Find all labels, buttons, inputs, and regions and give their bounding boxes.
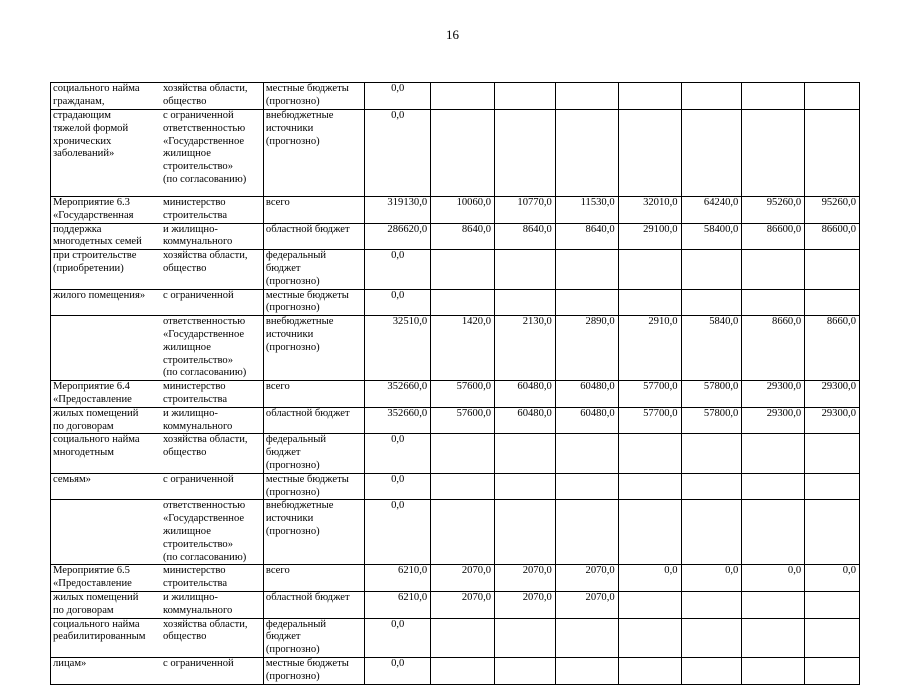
amount-cell: 2890,0 (555, 316, 618, 381)
amount-cell (742, 110, 805, 197)
measure-name-cell: при строительстве (приобретении) (51, 250, 162, 289)
amount-cell: 95260,0 (805, 197, 860, 224)
measure-name-cell: социального найма многодетным (51, 434, 162, 473)
amount-cell (742, 250, 805, 289)
amount-cell: 0,0 (742, 565, 805, 592)
amount-cell (431, 434, 495, 473)
amount-cell: 29300,0 (805, 407, 860, 434)
amount-cell (805, 473, 860, 500)
amount-cell (555, 618, 618, 657)
amount-cell (618, 591, 681, 618)
executor-cell: и жилищно- коммунального (161, 591, 263, 618)
amount-cell: 0,0 (681, 565, 742, 592)
executor-cell: хозяйства области, общество (161, 618, 263, 657)
measure-name-cell (51, 316, 162, 381)
amount-cell (431, 289, 495, 316)
amount-cell (805, 250, 860, 289)
amount-cell: 0,0 (618, 565, 681, 592)
measure-name-cell: жилых помещений по договорам (51, 407, 162, 434)
amount-cell: 29300,0 (805, 381, 860, 408)
amount-cell (742, 657, 805, 684)
amount-cell: 32510,0 (365, 316, 431, 381)
amount-cell (495, 250, 556, 289)
amount-cell: 57600,0 (431, 407, 495, 434)
amount-cell (681, 83, 742, 110)
amount-cell (681, 657, 742, 684)
amount-cell: 319130,0 (365, 197, 431, 224)
amount-cell (742, 591, 805, 618)
amount-cell (742, 83, 805, 110)
amount-cell: 0,0 (365, 289, 431, 316)
amount-cell (742, 434, 805, 473)
amount-cell (618, 83, 681, 110)
funding-source-cell: местные бюджеты (прогнозно) (263, 657, 364, 684)
funding-source-cell: местные бюджеты (прогнозно) (263, 83, 364, 110)
amount-cell: 2070,0 (431, 591, 495, 618)
amount-cell (431, 500, 495, 565)
amount-cell: 8640,0 (431, 223, 495, 250)
table-row (51, 381, 860, 408)
amount-cell (555, 250, 618, 289)
amount-cell: 352660,0 (365, 407, 431, 434)
table-row (51, 223, 860, 250)
amount-cell: 86600,0 (742, 223, 805, 250)
budget-table (50, 82, 860, 685)
amount-cell (681, 434, 742, 473)
amount-cell (805, 434, 860, 473)
executor-cell: хозяйства области, общество (161, 250, 263, 289)
amount-cell (681, 289, 742, 316)
amount-cell: 0,0 (365, 110, 431, 197)
amount-cell: 60480,0 (495, 407, 556, 434)
funding-source-cell: местные бюджеты (прогнозно) (263, 473, 364, 500)
amount-cell (495, 110, 556, 197)
amount-cell: 95260,0 (742, 197, 805, 224)
amount-cell: 0,0 (365, 657, 431, 684)
amount-cell: 2070,0 (495, 591, 556, 618)
table-row (51, 83, 860, 110)
amount-cell: 0,0 (365, 618, 431, 657)
amount-cell (618, 434, 681, 473)
funding-source-cell: всего (263, 197, 364, 224)
amount-cell (805, 289, 860, 316)
table-row (51, 500, 860, 565)
amount-cell: 60480,0 (495, 381, 556, 408)
measure-name-cell: Мероприятие 6.3 «Государственная (51, 197, 162, 224)
amount-cell: 60480,0 (555, 381, 618, 408)
amount-cell: 29100,0 (618, 223, 681, 250)
amount-cell: 352660,0 (365, 381, 431, 408)
amount-cell: 64240,0 (681, 197, 742, 224)
funding-source-cell: федеральный бюджет (прогнозно) (263, 618, 364, 657)
amount-cell: 58400,0 (681, 223, 742, 250)
measure-name-cell: страдающим тяжелой формой хронических заболеваний» (51, 110, 162, 197)
funding-source-cell: федеральный бюджет (прогнозно) (263, 250, 364, 289)
table-row (51, 197, 860, 224)
amount-cell: 0,0 (365, 434, 431, 473)
amount-cell (495, 434, 556, 473)
amount-cell: 2070,0 (555, 591, 618, 618)
amount-cell: 29300,0 (742, 381, 805, 408)
measure-name-cell: социального найма реабилитированным (51, 618, 162, 657)
amount-cell: 32010,0 (618, 197, 681, 224)
amount-cell (618, 250, 681, 289)
executor-cell: с ограниченной (161, 289, 263, 316)
measure-name-cell: социального найма гражданам, (51, 83, 162, 110)
amount-cell (555, 83, 618, 110)
amount-cell (555, 110, 618, 197)
amount-cell: 5840,0 (681, 316, 742, 381)
amount-cell (805, 110, 860, 197)
amount-cell (681, 591, 742, 618)
amount-cell (805, 591, 860, 618)
executor-cell: и жилищно- коммунального (161, 407, 263, 434)
amount-cell: 1420,0 (431, 316, 495, 381)
funding-source-cell: областной бюджет (263, 223, 364, 250)
executor-cell: с ограниченной (161, 473, 263, 500)
amount-cell (742, 473, 805, 500)
amount-cell (805, 618, 860, 657)
table-row (51, 407, 860, 434)
table-row (51, 289, 860, 316)
amount-cell (618, 289, 681, 316)
amount-cell (805, 83, 860, 110)
amount-cell: 2070,0 (495, 565, 556, 592)
table-row (51, 565, 860, 592)
funding-source-cell: областной бюджет (263, 591, 364, 618)
amount-cell: 57800,0 (681, 381, 742, 408)
executor-cell: министерство строительства (161, 197, 263, 224)
measure-name-cell (51, 500, 162, 565)
funding-source-cell: внебюджетные источники (прогнозно) (263, 500, 364, 565)
measure-name-cell: семьям» (51, 473, 162, 500)
amount-cell: 8640,0 (555, 223, 618, 250)
amount-cell (431, 110, 495, 197)
amount-cell (805, 657, 860, 684)
measure-name-cell: Мероприятие 6.4 «Предоставление (51, 381, 162, 408)
amount-cell (681, 250, 742, 289)
amount-cell (555, 500, 618, 565)
executor-cell: ответственностью «Государственное жилищное строительство» (по согласованию) (161, 316, 263, 381)
amount-cell (431, 250, 495, 289)
amount-cell: 8660,0 (805, 316, 860, 381)
table-row (51, 473, 860, 500)
measure-name-cell: жилых помещений по договорам (51, 591, 162, 618)
amount-cell: 57600,0 (431, 381, 495, 408)
amount-cell (431, 83, 495, 110)
table-row (51, 434, 860, 473)
amount-cell: 2070,0 (555, 565, 618, 592)
executor-cell: и жилищно- коммунального (161, 223, 263, 250)
amount-cell (681, 618, 742, 657)
amount-cell: 11530,0 (555, 197, 618, 224)
amount-cell (555, 657, 618, 684)
table-row (51, 657, 860, 684)
table-row (51, 618, 860, 657)
amount-cell (742, 618, 805, 657)
amount-cell (555, 473, 618, 500)
funding-source-cell: внебюджетные источники (прогнозно) (263, 316, 364, 381)
amount-cell (495, 618, 556, 657)
amount-cell (618, 473, 681, 500)
executor-cell: хозяйства области, общество (161, 83, 263, 110)
amount-cell: 0,0 (805, 565, 860, 592)
amount-cell: 8640,0 (495, 223, 556, 250)
amount-cell (495, 657, 556, 684)
amount-cell: 29300,0 (742, 407, 805, 434)
measure-name-cell: Мероприятие 6.5 «Предоставление (51, 565, 162, 592)
table-row (51, 110, 860, 197)
amount-cell (431, 473, 495, 500)
measure-name-cell: лицам» (51, 657, 162, 684)
amount-cell: 10060,0 (431, 197, 495, 224)
amount-cell (618, 500, 681, 565)
measure-name-cell: поддержка многодетных семей (51, 223, 162, 250)
executor-cell: с ограниченной (161, 657, 263, 684)
amount-cell (805, 500, 860, 565)
amount-cell: 0,0 (365, 500, 431, 565)
amount-cell (681, 500, 742, 565)
amount-cell (618, 657, 681, 684)
page-number: 16 (446, 27, 459, 42)
amount-cell: 60480,0 (555, 407, 618, 434)
table-row (51, 250, 860, 289)
amount-cell: 2130,0 (495, 316, 556, 381)
amount-cell (681, 110, 742, 197)
funding-source-cell: федеральный бюджет (прогнозно) (263, 434, 364, 473)
amount-cell (431, 657, 495, 684)
amount-cell: 86600,0 (805, 223, 860, 250)
executor-cell: министерство строительства (161, 565, 263, 592)
amount-cell: 0,0 (365, 473, 431, 500)
amount-cell: 0,0 (365, 250, 431, 289)
amount-cell: 8660,0 (742, 316, 805, 381)
amount-cell (618, 618, 681, 657)
funding-source-cell: внебюджетные источники (прогнозно) (263, 110, 364, 197)
table-row (51, 591, 860, 618)
executor-cell: министерство строительства (161, 381, 263, 408)
amount-cell (495, 83, 556, 110)
table-row (51, 316, 860, 381)
measure-name-cell: жилого помещения» (51, 289, 162, 316)
funding-source-cell: всего (263, 565, 364, 592)
amount-cell (495, 500, 556, 565)
amount-cell: 2070,0 (431, 565, 495, 592)
amount-cell: 2910,0 (618, 316, 681, 381)
amount-cell: 0,0 (365, 83, 431, 110)
amount-cell: 6210,0 (365, 565, 431, 592)
amount-cell: 286620,0 (365, 223, 431, 250)
amount-cell: 10770,0 (495, 197, 556, 224)
executor-cell: хозяйства области, общество (161, 434, 263, 473)
amount-cell (495, 473, 556, 500)
amount-cell (555, 434, 618, 473)
amount-cell (742, 289, 805, 316)
amount-cell: 6210,0 (365, 591, 431, 618)
amount-cell: 57700,0 (618, 407, 681, 434)
amount-cell (618, 110, 681, 197)
funding-source-cell: всего (263, 381, 364, 408)
executor-cell: ответственностью «Государственное жилищное строительство» (по согласованию) (161, 500, 263, 565)
amount-cell (742, 500, 805, 565)
amount-cell (681, 473, 742, 500)
funding-source-cell: областной бюджет (263, 407, 364, 434)
amount-cell (495, 289, 556, 316)
funding-source-cell: местные бюджеты (прогнозно) (263, 289, 364, 316)
amount-cell (431, 618, 495, 657)
amount-cell: 57700,0 (618, 381, 681, 408)
amount-cell: 57800,0 (681, 407, 742, 434)
executor-cell: с ограниченной ответственностью «Государственное жилищное строительство» (по согласованию) (161, 110, 263, 197)
amount-cell (555, 289, 618, 316)
